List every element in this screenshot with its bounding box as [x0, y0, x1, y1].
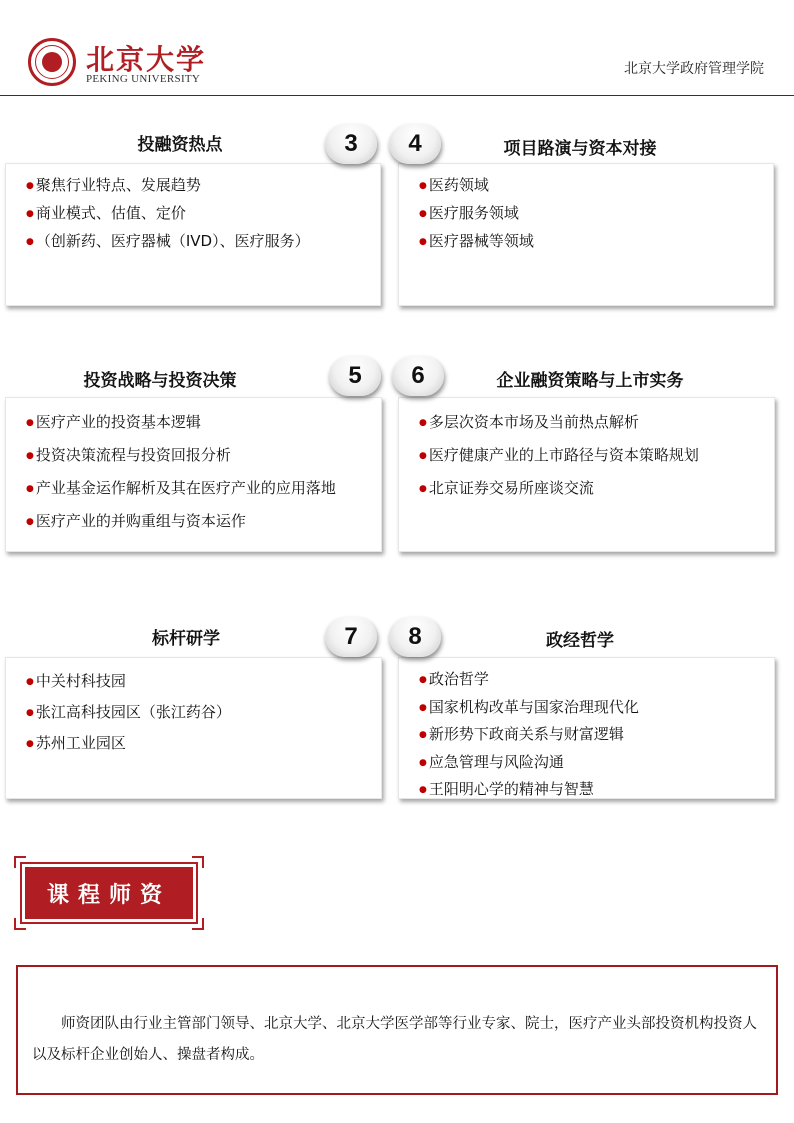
faculty-tag-label: 课程师资 [25, 867, 193, 919]
list-item: ● 医疗产业的投资基本逻辑 [26, 406, 381, 439]
list-item: ● 医疗器械等领域 [419, 228, 773, 256]
module-6-number-badge: 6 [392, 356, 444, 396]
module-8-list [419, 666, 774, 804]
peking-university-seal-icon [28, 38, 76, 86]
list-item: ● 应急管理与风险沟通 [419, 749, 774, 777]
module-7-number-badge: 7 [325, 617, 377, 657]
module-4-list [419, 172, 773, 256]
module-3-box [5, 163, 381, 306]
module-6-title: 企业融资策略与上市实务 [496, 371, 684, 391]
logo-english-name: PEKING UNIVERSITY [86, 73, 201, 85]
module-7-title: 标杆研学 [152, 629, 220, 649]
list-item: ● 北京证券交易所座谈交流 [419, 472, 774, 505]
module-7-list [26, 666, 381, 759]
list-item: ● 医药领域 [419, 172, 773, 200]
module-4-number-badge: 4 [389, 124, 441, 164]
module-5-list [26, 406, 381, 538]
module-3-list [26, 172, 380, 256]
list-item: ● 投资决策流程与投资回报分析 [26, 439, 381, 472]
corner-ornament [14, 918, 26, 930]
module-6-box [398, 397, 775, 552]
list-item: ● 新形势下政商关系与财富逻辑 [419, 721, 774, 749]
module-8-box [398, 657, 775, 799]
module-6-list [419, 406, 774, 505]
corner-ornament [14, 856, 26, 868]
module-4-box [398, 163, 774, 306]
list-item: ● 多层次资本市场及当前热点解析 [419, 406, 774, 439]
list-item: ● 医疗健康产业的上市路径与资本策略规划 [419, 439, 774, 472]
module-5-title: 投资战略与投资决策 [83, 371, 237, 391]
corner-ornament [192, 856, 204, 868]
list-item: ● 苏州工业园区 [26, 728, 381, 759]
faculty-description-box [16, 965, 778, 1095]
school-name: 北京大学政府管理学院 [624, 61, 764, 77]
corner-ornament [192, 918, 204, 930]
module-7-box [5, 657, 382, 799]
module-8-number-badge: 8 [389, 617, 441, 657]
list-item: ● 医疗产业的并购重组与资本运作 [26, 505, 381, 538]
module-3-title: 投融资热点 [137, 135, 223, 155]
module-5-box [5, 397, 382, 552]
list-item: ● 中关村科技园 [26, 666, 381, 697]
module-5-number-badge: 5 [329, 356, 381, 396]
list-item: ● 国家机构改革与国家治理现代化 [419, 694, 774, 722]
list-item: ● 王阳明心学的精神与智慧 [419, 776, 774, 804]
page-header [0, 0, 794, 96]
faculty-section-tag [20, 862, 198, 924]
module-8-title: 政经哲学 [546, 631, 614, 651]
module-4-title: 项目路演与资本对接 [503, 139, 657, 159]
logo-chinese-name: 北京大学 [86, 43, 207, 76]
list-item: ● （创新药、医疗器械（IVD）、医疗服务） [26, 228, 380, 256]
list-item: ● 商业模式、估值、定价 [26, 200, 380, 228]
list-item: ● 聚焦行业特点、发展趋势 [26, 172, 380, 200]
list-item: ● 政治哲学 [419, 666, 774, 694]
list-item: ● 张江高科技园区（张江药谷） [26, 697, 381, 728]
faculty-description: 师资团队由行业主管部门领导、北京大学、北京大学医学部等行业专家、院士，医疗产业头部投资机构投资人以及标杆企业创始人、操盘者构成。 [32, 1016, 757, 1063]
list-item: ● 医疗服务领域 [419, 200, 773, 228]
module-3-number-badge: 3 [325, 124, 377, 164]
list-item: ● 产业基金运作解析及其在医疗产业的应用落地 [26, 472, 381, 505]
